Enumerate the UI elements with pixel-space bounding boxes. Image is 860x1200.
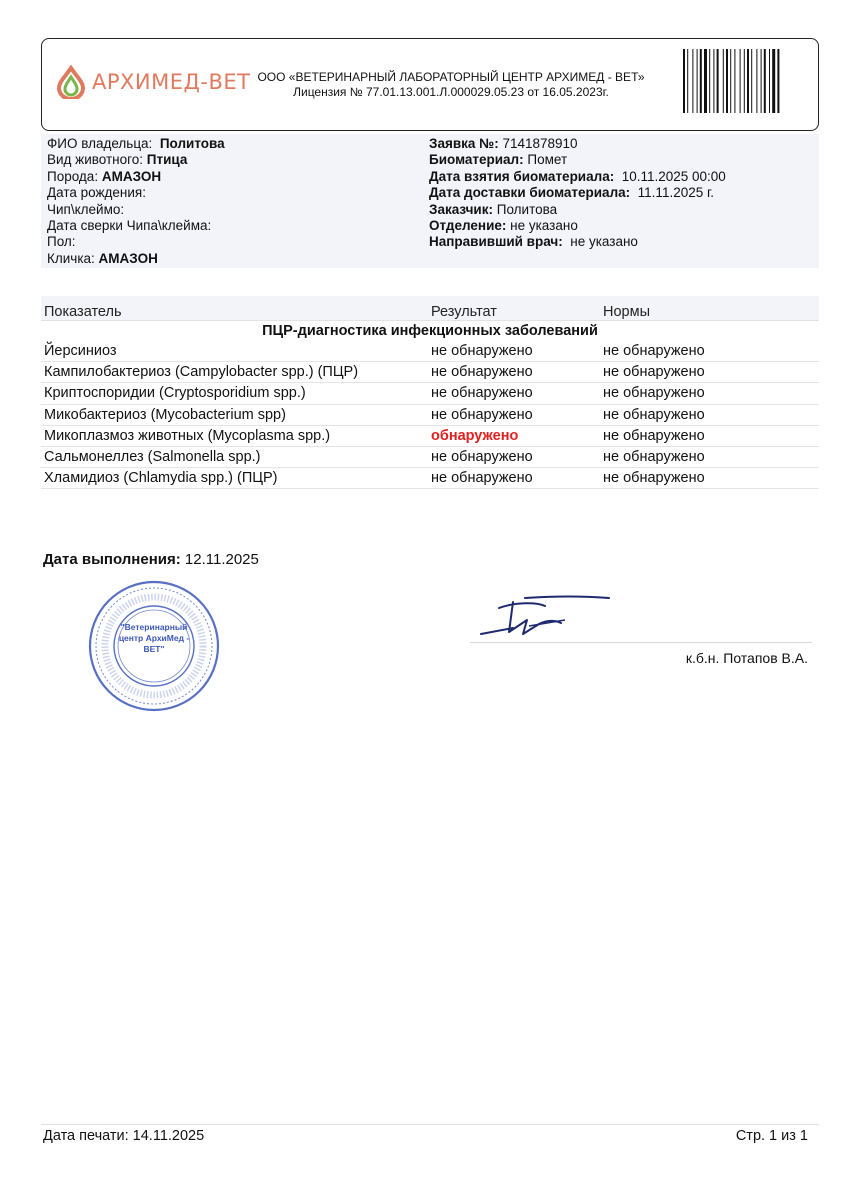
sampled-date-row: Дата взятия биоматериала: 10.11.2025 00:00 <box>429 168 726 184</box>
department-value: не указано <box>510 218 578 234</box>
drop-logo-icon <box>54 65 88 99</box>
species-row: Вид животного: Птица <box>47 152 188 168</box>
org-name: ООО «ВЕТЕРИНАРНЫЙ ЛАБОРАТОРНЫЙ ЦЕНТР АРХИМЕД - ВЕТ» <box>257 70 645 84</box>
nickname-row: Кличка: АМАЗОН <box>47 250 158 266</box>
table-row: Криптоспоридии (Cryptosporidium spp.) не обнаружено не обнаружено <box>41 383 819 404</box>
section-title: ПЦР-диагностика инфекционных заболеваний <box>262 323 598 339</box>
delivered-date-row: Дата доставки биоматериала: 11.11.2025 г. <box>429 185 715 201</box>
chip-check-row: Дата сверки Чипа\клейма: <box>47 218 212 234</box>
lab-stamp <box>86 578 222 714</box>
order-number-row: Заявка №: 7141878910 <box>429 136 578 151</box>
customer-value: Политова <box>496 201 558 217</box>
owner-row: ФИО владельца: Политова <box>47 136 225 151</box>
owner-value: Политова <box>159 136 225 151</box>
signature-line <box>470 642 812 643</box>
owner-column <box>47 136 225 267</box>
detected-result: обнаружено <box>431 427 519 444</box>
table-row: Кампилобактериоз (Campylobacter spp.) (ПЦР) не обнаружено не обнаружено <box>41 362 819 383</box>
nickname-value: АМАЗОН <box>98 250 158 266</box>
stamp-text: "Ветеринарный центр АрхиМед - ВЕТ" <box>118 622 190 654</box>
department-row: Отделение: не указано <box>429 218 578 234</box>
column-header-indicator: Показатель <box>44 304 122 320</box>
referring-doctor-row: Направивший врач: не указано <box>429 234 638 250</box>
results-body <box>41 341 819 489</box>
results-table <box>41 296 819 489</box>
table-row: Хламидиоз (Chlamydia spp.) (ПЦР) не обнаружено не обнаружено <box>41 468 819 489</box>
customer-row: Заказчик: Политова <box>429 201 558 217</box>
sampled-date: 10.11.2025 00:00 <box>621 168 726 184</box>
table-row: Йерсиниоз не обнаружено не обнаружено <box>41 341 819 362</box>
sex-row: Пол: <box>47 234 76 250</box>
lab-header <box>41 38 819 131</box>
order-column <box>429 136 726 251</box>
biomaterial-row: Биоматериал: Помет <box>429 152 568 168</box>
table-row: Сальмонеллез (Salmonella spp.) не обнаружено не обнаружено <box>41 447 819 468</box>
print-date: Дата печати: 14.11.2025 <box>43 1128 205 1144</box>
barcode <box>683 49 807 113</box>
referring-doctor-value: не указано <box>570 234 638 250</box>
birth-date-row: Дата рождения: <box>47 185 146 201</box>
license-number: Лицензия № 77.01.13.001.Л.000029.05.23 от 16.05.2023г. <box>293 85 609 99</box>
completion-date-value: 12.11.2025 <box>184 551 259 568</box>
delivered-date: 11.11.2025 г. <box>637 185 715 201</box>
lab-logo <box>54 65 251 99</box>
results-header <box>41 296 819 321</box>
doctor-name: к.б.н. Потапов В.А. <box>685 650 808 666</box>
footer-divider <box>41 1124 819 1125</box>
table-row: Микобактериоз (Mycobacterium spp) не обнаружено не обнаружено <box>41 405 819 426</box>
chip-row: Чип\клеймо: <box>47 201 125 217</box>
column-header-norm: Нормы <box>603 304 650 320</box>
breed-value: АМАЗОН <box>101 168 162 184</box>
table-row: Микоплазмоз животных (Mycoplasma spp.) обнаружено не обнаружено <box>41 426 819 447</box>
signature <box>475 590 615 644</box>
print-date-value: 14.11.2025 <box>132 1128 205 1144</box>
patient-info-panel <box>41 134 819 268</box>
biomaterial-value: Помет <box>527 152 568 168</box>
column-header-result: Результат <box>431 304 497 320</box>
completion-date: Дата выполнения: 12.11.2025 <box>43 551 259 568</box>
breed-row: Порода: АМАЗОН <box>47 168 162 184</box>
page-number: Стр. 1 из 1 <box>735 1128 808 1144</box>
org-info <box>256 70 646 100</box>
species-value: Птица <box>146 152 188 168</box>
logo-text: АРХИМЕД-ВЕТ <box>92 70 251 94</box>
order-number: 7141878910 <box>502 136 578 151</box>
